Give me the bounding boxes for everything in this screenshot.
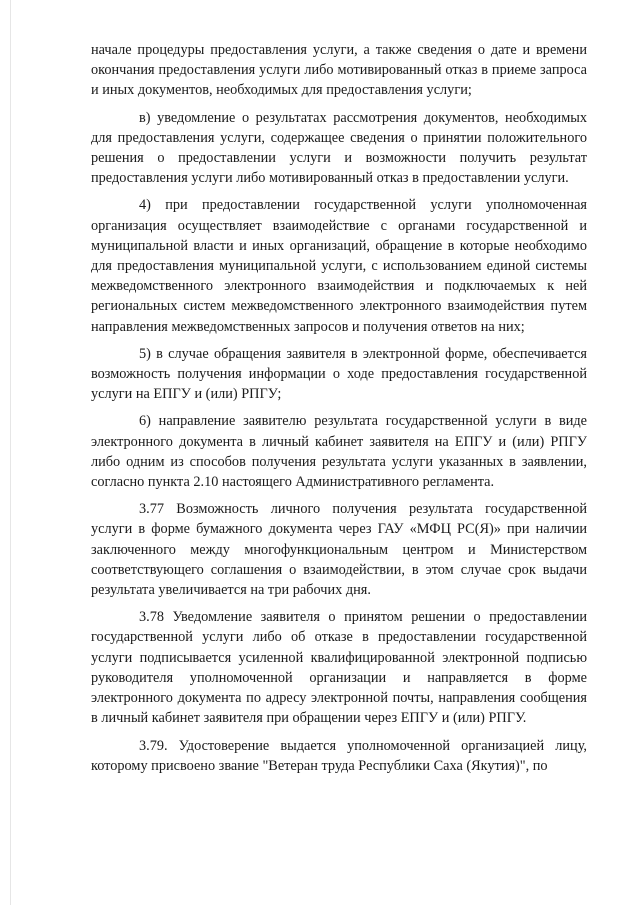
paragraph-3-77: 3.77 Возможность личного получения результата государственной услуги в форме бумажного документа через ГАУ «МФЦ РС(Я)» при наличии заключенного между многофункциональным центром и Министерством соответствующего соглашения о взаимодействии, в этом случае срок выдачи результата увеличивается на три рабочих дня. [91,501,587,599]
paragraph-item-4: 4) при предоставлении государственной услуги уполномоченная организация осуществляет взаимодействие с органами государственной и муниципальной власти и иных организаций, обращение в которые необходимо для предоставления муниципальной услуги, с использованием единой системы межведомственного электронного взаимодействия и подключаемых к ней региональных систем межведомственного электронного взаимодействия путем направления межведомственных запросов и получения ответов на них; [91,197,587,335]
paragraph-3-79: 3.79. Удостоверение выдается уполномоченной организацией лицу, которому присвоено звание "Ветеран труда Республики Саха (Якутия)", по [91,737,587,774]
paragraph-item-6: 6) направление заявителю результата государственной услуги в виде электронного документа в личный кабинет заявителя на ЕПГУ и (или) РПГУ либо одним из способов получения результата услуги указанных в заявлении, согласно пункта 2.10 настоящего Административного регламента. [91,413,587,491]
document-body [91,40,587,776]
paragraph-item-5: 5) в случае обращения заявителя в электронной форме, обеспечивается возможность получения информации о ходе предоставления государственной услуги на ЕПГУ и (или) РПГУ; [91,345,587,403]
paragraph-continuation: начале процедуры предоставления услуги, а также сведения о дате и времени окончания предоставления услуги либо мотивированный отказ в приеме запроса и иных документов, необходимых для предоставления услуги; [91,42,587,99]
scan-edge-line [10,0,11,905]
paragraph-item-v: в) уведомление о результатах рассмотрения документов, необходимых для предоставления услуги, содержащее сведения о принятии положительного решения о предоставлении услуги и возможности получить результат предоставления услуги либо мотивированный отказ в предоставлении услуги. [91,109,587,187]
paragraph-3-78: 3.78 Уведомление заявителя о принятом решении о предоставлении государственной услуги либо об отказе в предоставлении государственной услуги подписывается усиленной квалифицированной электронной подписью руководителя уполномоченной организации и направляется в форме электронного документа по адресу электронной почты, направления сообщения в личный кабинет заявителя при обращении через ЕПГУ и (или) РПГУ. [91,609,587,727]
